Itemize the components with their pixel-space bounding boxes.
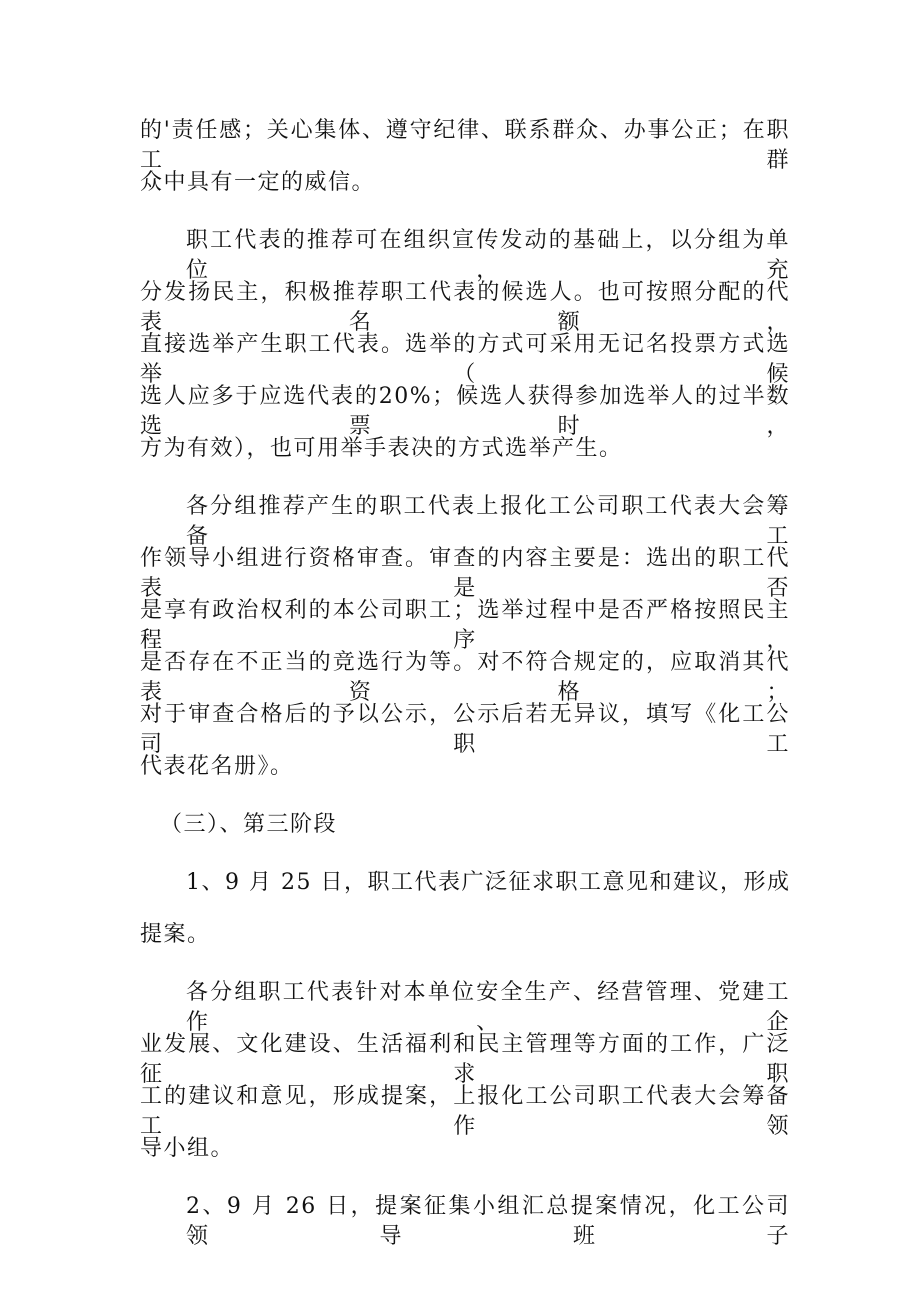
paragraph-line: 对于审查合格后的予以公示，公示后若无异议，填写《化工公司职工 (140, 702, 790, 757)
section-heading: （三）、第三阶段 (160, 812, 338, 837)
paragraph-line: 是否存在不正当的竞选行为等。对不符合规定的，应取消其代表资格； (140, 650, 790, 705)
paragraph-line: 各分组职工代表针对本单位安全生产、经营管理、党建工作、企 (186, 980, 790, 1035)
paragraph-line: 导小组。 (140, 1136, 235, 1161)
paragraph-line: 分发扬民主，积极推荐职工代表的候选人。也可按照分配的代表名额， (140, 280, 790, 335)
paragraph-line: 提案。 (140, 922, 211, 947)
paragraph-line: 职工代表的推荐可在组织宣传发动的基础上，以分组为单位，充 (186, 228, 790, 283)
paragraph-line: 各分组推荐产生的职工代表上报化工公司职工代表大会筹备工 (186, 494, 790, 549)
paragraph-line: 的'责任感；关心集体、遵守纪律、联系群众、办事公正；在职工群 (140, 118, 790, 173)
paragraph-line: 选人应多于应选代表的20%；候选人获得参加选举人的过半数选票时， (140, 384, 790, 439)
paragraph-line: 是享有政治权利的本公司职工；选举过程中是否严格按照民主程序， (140, 598, 790, 653)
paragraph-line: 方为有效），也可用举手表决的方式选举产生。 (140, 436, 623, 461)
paragraph-line: 代表花名册》。 (140, 754, 294, 779)
paragraph-line: 作领导小组进行资格审查。审查的内容主要是：选出的职工代表是否 (140, 546, 790, 601)
paragraph-line: 1、9 月 25 日，职工代表广泛征求职工意见和建议，形成 (186, 870, 791, 895)
paragraph-line: 直接选举产生职工代表。选举的方式可采用无记名投票方式选举（候 (140, 332, 790, 387)
paragraph-line: 工的建议和意见，形成提案，上报化工公司职工代表大会筹备工作领 (140, 1084, 790, 1139)
paragraph-line: 业发展、文化建设、生活福利和民主管理等方面的工作，广泛征求职 (140, 1032, 790, 1087)
paragraph-line: 众中具有一定的威信。 (140, 170, 376, 195)
paragraph-line: 2、9 月 26 日，提案征集小组汇总提案情况，化工公司领导班子 (186, 1194, 790, 1249)
